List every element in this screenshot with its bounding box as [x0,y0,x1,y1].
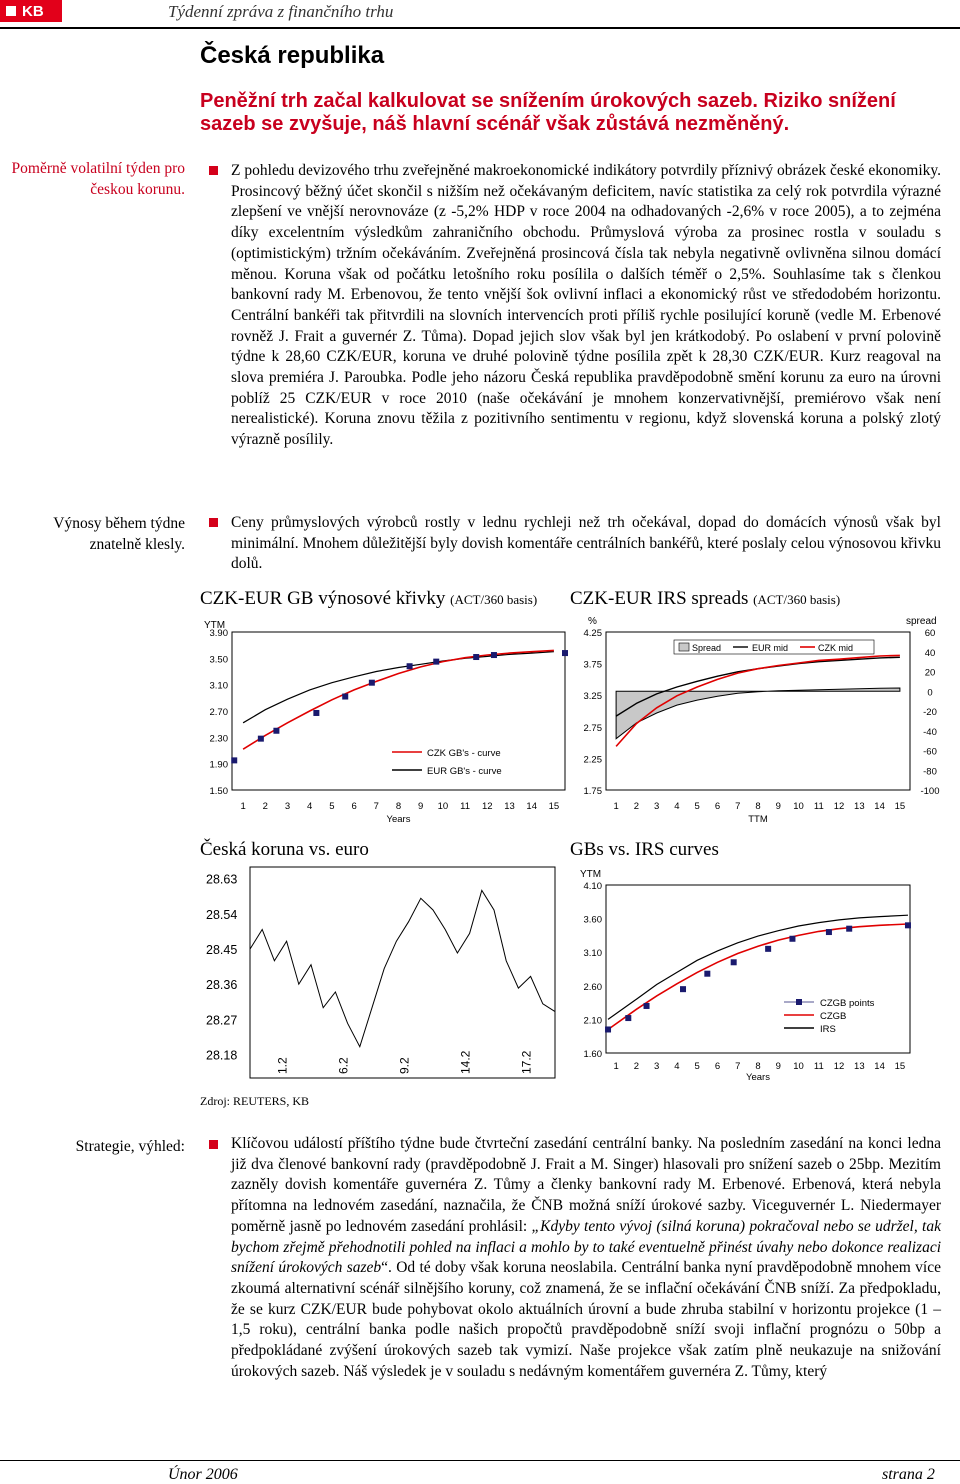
source-note: Zdroj: REUTERS, KB [200,1094,310,1108]
czgb-point [605,1026,611,1032]
y-tick-label: 3.50 [209,654,228,666]
czgb-point [644,1003,650,1009]
legend-czk-label: CZK mid [818,643,854,653]
legend-irs-label: IRS [820,1024,836,1035]
paragraph-fx: Z pohledu devizového trhu zveřejněné makroekonomické indikátory potvrdily příznivý obrázek české ekonomiky. Prosincový běžný účet skončil s nižším než očekávaným deficitem, navíc statistika za celý rok potvrdila výrazné zlepšení ve vnější nerovnováze (z -5,2% HDP v roce 2004 na odhadovaných -2,6% v roce 2005), a to zejména díky excelentním výsledkům zahraničního obchodu. Průmyslová výroba za prosinec rostla v souladu s (optimistickým) tržním očekáváním. Zveřejněná prosincová čísla tak nebyla negativně ovlivněna silnou domácí měnou. Koruna však od počátku letošního roku posílila o dalších téměř o 2,5%. Souhlasíme tak s členkou bankovní rady M. Erbenovou, že tento vnější šok ovlivní inflaci a ekonomický růst ve středodobém horizontu. Centrální bankéři tak přitvrdili na slovních intervencích proti příliš rychle posilující koruně (vedle M. Erbenové rovněž J. Frait a guvernér Z. Tůma). Dopad jejich slov však byl jen krátkodobý. Po oslabení v první polovině týdne k 28,60 CZK/EUR, koruna ve druhé polovině týdne posílila zpět k 28,30 CZK/EUR. Kurz reagoval na slova premiéra J. Paroubka. Podle jeho názoru Česká republika pravděpodobně smění korunu za euro na úrovni poblíž 25 CZK/EUR v roce 2010 (naše očekávání je mnohem konzervativnější, premiérovo však není nerealistické). Koruna znovu těžila z pozitivního sentimentu v regionu, když slovenská koruna a polský zlotý výrazně posílily. [231,162,941,449]
x-tick-label: 7 [373,801,379,812]
czgb-point [826,929,832,935]
footer-page: strana 2 [882,1466,935,1483]
x-tick-label: 9 [418,801,424,812]
x-tick-label: 1 [240,801,246,812]
legend-spread-label: Spread [692,643,722,653]
x-tick-label: 8 [755,801,761,812]
y-tick-label: 2.70 [209,707,228,718]
czk-gb-point [273,728,279,734]
y2-tick-label: -40 [923,726,937,738]
kb-logo [0,0,62,22]
x-tick-label: 6.2 [336,1057,351,1074]
y2-tick-label: 40 [924,647,936,659]
x-tick-label: 10 [793,1061,804,1072]
strategy-text-2: “. Od té doby však koruna neoslabila. Centrální banka nyní pravděpodobně mnohem více zkoumá alternativní scénář silnějšího koruny, což znamená, že se inflační očekávání ČNB sníží. Za předpokladu, že se kurz CZK/EUR bude pohybovat okolo aktuálních úrovní a bude zhruba stabilní v horizontu projekce (1 – 1,5 roku), centrální banka podle našich propočtů pravděpodobně sníží svoji inflační prognózu o 50bp a předpokládané zvýšení úrokových sazeb tak vymizí. Naše projekce však zatím plně neukazuje na snižování úrokových sazeb. Náš výsledek je v souladu s nedávným komentářem guvernéra Z. Tůmy, který [231,1259,941,1380]
y-tick-label: 28.27 [206,1013,238,1028]
y2-tick-label: 60 [924,628,936,639]
x-tick-label: 9 [775,801,781,812]
y2-axis-label: spread [906,616,937,627]
x-tick-label: 2 [262,801,268,812]
x-tick-label: 5 [694,1061,700,1072]
y-tick-label: 28.54 [206,907,238,922]
x-tick-label: 11 [813,801,824,812]
x-tick-label: 11 [813,1061,824,1072]
x-tick-label: 15 [894,1061,906,1072]
x-tick-label: 11 [460,801,471,812]
czk-gb-point [491,652,497,658]
x-tick-label: 6 [714,1061,721,1072]
y-tick-label: 28.63 [206,872,238,887]
y-tick-label: 3.60 [583,914,602,926]
legend-eur-label: EUR mid [752,643,789,653]
y-tick-label: 2.10 [583,1015,602,1027]
x-tick-label: 13 [504,801,515,812]
y-tick-label: 2.30 [209,733,228,745]
y-tick-label: 2.25 [583,754,602,766]
y-axis-label: YTM [580,869,602,880]
x-tick-label: 14 [874,801,885,812]
y2-tick-label: 20 [924,667,936,679]
x-tick-label: 9.2 [397,1057,412,1074]
x-tick-label: 10 [437,801,449,812]
strategy-text-1: Klíčovou událostí příštího týdne bude čtvrteční zasedání centrální banky. Na posledním zasedání na konci ledna již dva členové bankovní rady (pravděpodobně J. Frait a M. Singer) hlasovali pro snížení sazeb o 25bp. Mezitím zazněly dovish komentáře guvernéra Z. Tůmy a členky bankovní rady M. Erbenové. Erbenová, která nebyla přítomna na lednovém zasedání, naznačila, že ČNB možná sníží úrokové sazby. Viceguvernér L. Niedermayer poměrně jasně po lednovém zasedání prohlásil: [231,1135,941,1235]
sidenote-yields: Výnosy během týdne znatelně klesly. [53,515,185,553]
gb-chart-title: CZK-EUR GB výnosové křivky (ACT/360 basis) [200,588,538,609]
footer-divider [0,1460,960,1461]
x-tick-label: 1 [613,1061,619,1072]
x-tick-label: 3 [284,801,291,812]
legend-spread-swatch [679,643,689,651]
y-tick-label: 3.25 [583,691,602,703]
y2-tick-label: -20 [923,707,937,718]
x-axis-label: Years [746,1072,770,1083]
y-tick-label: 3.10 [209,680,228,692]
plot-area [232,632,565,790]
x-tick-label: 15 [894,801,906,812]
y-tick-label: 2.75 [583,722,602,734]
y2-tick-label: -60 [923,746,937,758]
legend-czk-label: CZK GB's - curve [427,748,501,759]
plot-area [606,885,910,1053]
x-tick-label: 8 [395,801,402,812]
report-title: Týdenní zpráva z finančního trhu [168,2,394,21]
czk-gb-point [562,650,568,656]
x-tick-label: 12 [482,801,493,812]
x-tick-label: 9 [775,1061,781,1072]
x-tick-label: 4 [307,801,313,812]
x-axis-label: Years [386,814,411,825]
legend-points-label: CZGB points [820,998,875,1009]
x-tick-label: 14 [874,1061,885,1072]
x-tick-label: 14.2 [458,1050,473,1074]
header-divider [0,27,960,29]
x-tick-label: 2 [633,801,640,812]
x-tick-label: 2 [633,1061,640,1072]
czgb-point [765,946,771,952]
y-tick-label: 3.90 [209,628,228,639]
paragraph-yields: Ceny průmyslových výrobců rostly v lednu rychleji než trh očekával, dopad do domácích výnosů však byl minimální. Mnohem důležitější byly dovish komentáře centrálních bankéřů, které poslaly celou výnosovou křivku dolů. [231,514,941,573]
x-tick-label: 5 [329,801,335,812]
gb-curves-svg [200,612,570,834]
x-tick-label: 7 [735,1061,741,1072]
y-tick-label: 1.50 [209,786,228,797]
legend-czgb-label: CZGB [820,1011,847,1022]
czgb-point [704,971,710,977]
irs-spreads-chart [570,612,950,839]
irs-spreads-svg [570,612,950,834]
czgb-point [789,936,795,942]
footer-date: Únor 2006 [168,1466,238,1483]
y2-tick-label: 0 [927,687,933,699]
czk-gb-point [407,663,413,669]
x-tick-label: 3 [654,1061,660,1072]
x-tick-label: 12 [833,801,845,812]
y-axis-label: YTM [204,620,226,631]
y-tick-label: 28.45 [206,943,238,958]
x-tick-label: 15 [548,801,560,812]
bullet-icon [209,166,218,175]
fx-chart [200,863,562,1090]
gbirs-chart [570,863,950,1090]
x-tick-label: 13 [854,801,865,812]
x-tick-label: 6 [351,801,357,812]
sidenote-strategy: Strategie, výhled: [75,1138,185,1155]
x-tick-label: 12 [833,1061,845,1072]
czgb-point [731,959,737,965]
czk-gb-point [369,680,375,686]
czk-gb-point [313,710,319,716]
y-tick-label: 1.90 [209,759,228,771]
czk-gb-point [342,694,348,700]
x-tick-label: 4 [674,801,680,812]
y-tick-label: 4.25 [583,628,602,639]
x-tick-label: 17.2 [519,1050,534,1074]
bullet-icon [209,518,218,527]
czk-gb-point [473,654,479,660]
czgb-point [846,926,852,932]
gbirs-svg [570,863,950,1085]
x-tick-label: 3 [654,801,660,812]
y2-tick-label: -100 [920,786,940,797]
x-tick-label: 1 [613,801,619,812]
logo-text: KB [22,2,44,20]
czk-gb-point [258,736,264,742]
headline: Peněžní trh začal kalkulovat se snížením úrokových sazeb. Riziko snížení sazeb se zvyšuje, náš hlavní scénář však zůstává nezměněný. [200,90,896,135]
legend-eur-label: EUR GB's - curve [427,766,502,777]
x-tick-label: 13 [854,1061,865,1072]
y-tick-label: 4.10 [583,881,602,892]
x-tick-label: 10 [793,801,804,812]
x-tick-label: 7 [735,801,741,812]
czgb-point [905,922,911,928]
x-tick-label: 6 [714,801,721,812]
y-axis-label: % [588,616,597,627]
y-tick-label: 28.18 [206,1048,238,1063]
y-tick-label: 3.10 [583,948,602,960]
y2-tick-label: -80 [923,766,937,778]
bullet-icon [209,1140,218,1149]
x-axis-label: TTM [748,814,768,825]
czgb-point [625,1015,631,1021]
fx-chart-title: Česká koruna vs. euro [200,839,369,860]
x-tick-label: 8 [755,1061,761,1072]
czk-gb-point [433,659,439,665]
gb-curves-chart [200,612,570,839]
country-heading: Česká republika [200,42,385,69]
x-tick-label: 5 [694,801,700,812]
irs-chart-title: CZK-EUR IRS spreads (ACT/360 basis) [570,588,841,609]
x-tick-label: 14 [526,801,537,812]
y-tick-label: 3.75 [583,659,602,671]
y-tick-label: 1.60 [583,1049,602,1060]
x-tick-label: 4 [674,1061,680,1072]
y-tick-label: 28.36 [206,978,238,993]
gbirs-chart-title: GBs vs. IRS curves [570,839,719,860]
strategy-quote: „Kdyby tento vývoj (silná koruna) pokračoval nebo se udržel, tak bychom zřejmě přehodnotili pohled na inflaci a mohlo by to také eventuelně přinést úvahy nebo dokonce realizaci snížení úrokových sazeb [231,1217,941,1277]
logo-mark-icon [6,6,16,16]
y-tick-label: 2.60 [583,981,602,993]
czgb-point [680,986,686,992]
x-tick-label: 1.2 [275,1057,290,1074]
czk-gb-point [231,757,237,763]
y-tick-label: 1.75 [583,786,602,797]
paragraph-strategy [231,1134,941,1382]
fx-svg [200,863,562,1085]
sidenote-volatility: Poměrně volatilní týden pro českou korunu. [11,160,185,198]
